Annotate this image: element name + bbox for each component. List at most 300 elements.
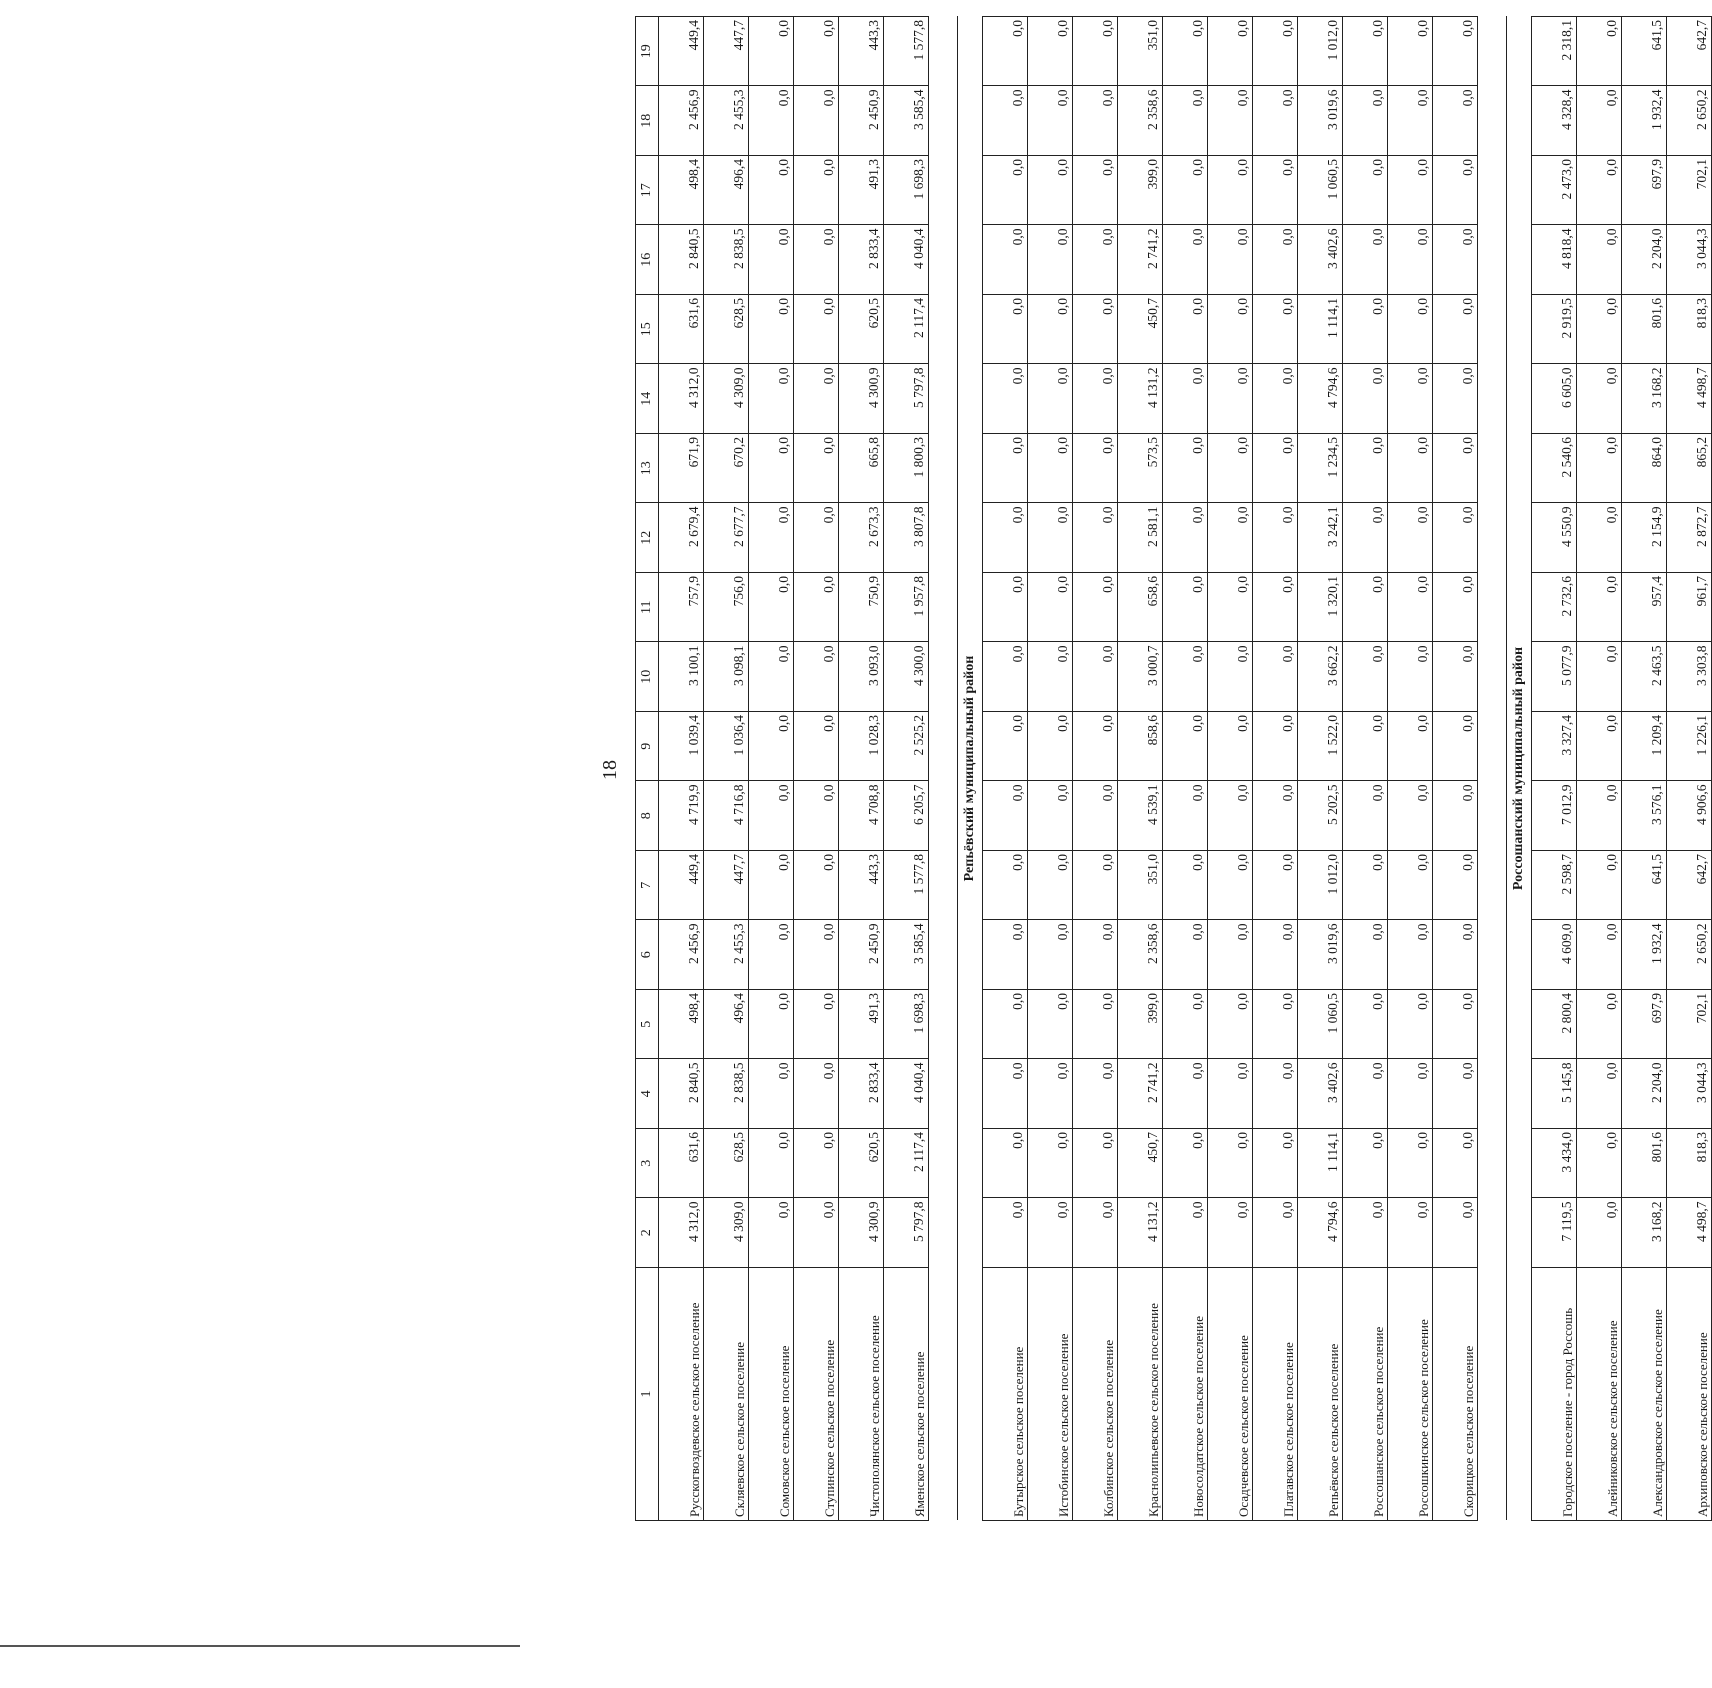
table-cell: 2 154,9	[1622, 503, 1667, 573]
table-cell: 641,5	[1622, 851, 1667, 921]
table-cell: 2 840,5	[659, 225, 704, 295]
table-cell: 0,0	[1433, 364, 1478, 434]
table-cell: 0,0	[1253, 503, 1298, 573]
table-cell: 0,0	[794, 712, 839, 782]
table-cell: 4 312,0	[659, 364, 704, 434]
table-cell: 0,0	[1433, 990, 1478, 1060]
table-cell: 4 708,8	[839, 781, 884, 851]
table-cell: 757,9	[659, 573, 704, 643]
table-cell: 0,0	[1577, 920, 1622, 990]
table-cell: 0,0	[1577, 17, 1622, 87]
column-header: 8	[636, 781, 659, 851]
table-cell: 2 872,7	[1667, 503, 1712, 573]
table-cell: 0,0	[1208, 1059, 1253, 1129]
table-cell: 4 300,9	[839, 1198, 884, 1268]
table-row	[1433, 17, 1478, 1521]
table-row	[1253, 17, 1298, 1521]
table-cell: 620,5	[839, 295, 884, 365]
table-cell: 3 402,6	[1298, 225, 1343, 295]
rotated-page	[599, 5, 1710, 1535]
table-cell: 2 358,6	[1118, 86, 1163, 156]
table-cell: 3 585,4	[884, 86, 929, 156]
table-cell: 4 719,9	[659, 781, 704, 851]
table-cell: 0,0	[1073, 990, 1118, 1060]
column-header: 13	[636, 434, 659, 504]
column-header: 12	[636, 503, 659, 573]
table-cell: 0,0	[1208, 295, 1253, 365]
table-cell: 1 036,4	[704, 712, 749, 782]
table-cell: 0,0	[1208, 225, 1253, 295]
column-header: 9	[636, 712, 659, 782]
table-cell: 0,0	[794, 86, 839, 156]
table-cell: 0,0	[1577, 712, 1622, 782]
table-cell: 0,0	[794, 1198, 839, 1268]
table-cell: 3 093,0	[839, 642, 884, 712]
table-cell: 0,0	[1253, 434, 1298, 504]
table-cell: 0,0	[1163, 434, 1208, 504]
table-cell: 4 794,6	[1298, 1198, 1343, 1268]
table-cell: 0,0	[1073, 503, 1118, 573]
table-cell: 642,7	[1667, 17, 1712, 87]
table-cell: 0,0	[1388, 642, 1433, 712]
table-cell: 0,0	[794, 851, 839, 921]
table-cell: 0,0	[1433, 295, 1478, 365]
section-gap	[929, 17, 958, 1521]
table-cell: 0,0	[1577, 642, 1622, 712]
section-gap	[1478, 17, 1507, 1521]
table-cell: 0,0	[749, 86, 794, 156]
column-header: 10	[636, 642, 659, 712]
settlement-name: Архиповское сельское поселение	[1667, 1268, 1712, 1521]
table-cell: 5 077,9	[1532, 642, 1577, 712]
table-cell: 631,6	[659, 1129, 704, 1199]
table-cell: 0,0	[1028, 712, 1073, 782]
table-cell: 0,0	[749, 990, 794, 1060]
table-cell: 0,0	[1073, 17, 1118, 87]
table-cell: 0,0	[1253, 1129, 1298, 1199]
table-cell: 4 300,9	[839, 364, 884, 434]
table-cell: 0,0	[1433, 503, 1478, 573]
table-cell: 0,0	[1073, 573, 1118, 643]
table-cell: 0,0	[1388, 990, 1433, 1060]
section-title-row	[1507, 17, 1532, 1521]
table-cell: 0,0	[1388, 781, 1433, 851]
table-cell: 1 114,1	[1298, 1129, 1343, 1199]
settlement-name: Русскогвоздевское сельское поселение	[659, 1268, 704, 1521]
section-title-row	[958, 17, 983, 1521]
table-cell: 0,0	[1163, 295, 1208, 365]
table-cell: 2 456,9	[659, 920, 704, 990]
table-row	[1298, 17, 1343, 1521]
bottom-rule	[0, 1645, 520, 1647]
table-cell: 0,0	[794, 573, 839, 643]
table-cell: 0,0	[1577, 156, 1622, 226]
table-cell: 0,0	[983, 17, 1028, 87]
table-row	[884, 17, 929, 1521]
table-cell: 0,0	[1073, 712, 1118, 782]
table-cell: 4 309,0	[704, 364, 749, 434]
table-cell: 0,0	[749, 712, 794, 782]
table-cell: 1 932,4	[1622, 86, 1667, 156]
table-cell: 0,0	[1028, 364, 1073, 434]
table-cell: 2 525,2	[884, 712, 929, 782]
table-row	[1577, 17, 1622, 1521]
table-cell: 0,0	[983, 86, 1028, 156]
table-cell: 0,0	[749, 1198, 794, 1268]
column-header: 1	[636, 1268, 659, 1521]
table-cell: 4 300,0	[884, 642, 929, 712]
table-cell: 1 957,8	[884, 573, 929, 643]
table-cell: 0,0	[1388, 1198, 1433, 1268]
table-cell: 0,0	[1433, 1059, 1478, 1129]
table-cell: 0,0	[794, 156, 839, 226]
table-cell: 4 539,1	[1118, 781, 1163, 851]
table-cell: 4 906,6	[1667, 781, 1712, 851]
table-cell: 0,0	[1253, 851, 1298, 921]
table-cell: 5 145,8	[1532, 1059, 1577, 1129]
table-cell: 0,0	[1253, 86, 1298, 156]
table-cell: 2 838,5	[704, 225, 749, 295]
table-cell: 3 044,3	[1667, 225, 1712, 295]
table-cell: 0,0	[1388, 712, 1433, 782]
table-cell: 0,0	[1208, 364, 1253, 434]
table-cell: 2 598,7	[1532, 851, 1577, 921]
table-cell: 0,0	[1028, 1129, 1073, 1199]
table-cell: 2 838,5	[704, 1059, 749, 1129]
table-row	[839, 17, 884, 1521]
table-cell: 1 577,8	[884, 851, 929, 921]
table-row	[1667, 17, 1712, 1521]
table-row	[1532, 17, 1577, 1521]
table-cell: 2 677,7	[704, 503, 749, 573]
settlement-name: Репьёвское сельское поселение	[1298, 1268, 1343, 1521]
table-cell: 0,0	[749, 1129, 794, 1199]
table-cell: 4 818,4	[1532, 225, 1577, 295]
table-cell: 7 119,5	[1532, 1198, 1577, 1268]
table-cell: 0,0	[794, 781, 839, 851]
table-cell: 0,0	[794, 1129, 839, 1199]
column-header: 3	[636, 1129, 659, 1199]
table-cell: 0,0	[1343, 990, 1388, 1060]
table-cell: 0,0	[1343, 364, 1388, 434]
table-cell: 702,1	[1667, 156, 1712, 226]
table-cell: 0,0	[1433, 851, 1478, 921]
table-cell: 6 605,0	[1532, 364, 1577, 434]
table-cell: 0,0	[1028, 295, 1073, 365]
table-cell: 0,0	[1073, 1059, 1118, 1129]
settlement-name: Колбинское сельское поселение	[1073, 1268, 1118, 1521]
table-cell: 2 455,3	[704, 920, 749, 990]
table-cell: 4 131,2	[1118, 1198, 1163, 1268]
table-cell: 1 012,0	[1298, 851, 1343, 921]
table-cell: 0,0	[794, 503, 839, 573]
column-header: 2	[636, 1198, 659, 1268]
table-cell: 0,0	[1028, 851, 1073, 921]
table-cell: 0,0	[1577, 86, 1622, 156]
table-cell: 0,0	[1577, 503, 1622, 573]
table-cell: 0,0	[1343, 1129, 1388, 1199]
table-cell: 0,0	[1433, 225, 1478, 295]
table-cell: 1 060,5	[1298, 990, 1343, 1060]
table-cell: 447,7	[704, 17, 749, 87]
budget-table	[635, 16, 1712, 1521]
settlement-name: Ступинское сельское поселение	[794, 1268, 839, 1521]
table-cell: 3 807,8	[884, 503, 929, 573]
table-cell: 0,0	[1577, 781, 1622, 851]
table-cell: 0,0	[1253, 225, 1298, 295]
table-row	[1343, 17, 1388, 1521]
table-cell: 4 498,7	[1667, 1198, 1712, 1268]
column-header: 17	[636, 156, 659, 226]
table-cell: 0,0	[1073, 781, 1118, 851]
table-cell: 2 117,4	[884, 1129, 929, 1199]
table-cell: 443,3	[839, 17, 884, 87]
table-cell: 0,0	[1577, 1059, 1622, 1129]
settlement-name: Александровское сельское поселение	[1622, 1268, 1667, 1521]
table-cell: 0,0	[1343, 1198, 1388, 1268]
table-cell: 0,0	[1343, 17, 1388, 87]
table-cell: 0,0	[1163, 990, 1208, 1060]
table-cell: 0,0	[1028, 781, 1073, 851]
table-cell: 2 833,4	[839, 1059, 884, 1129]
column-header: 15	[636, 295, 659, 365]
table-cell: 1 060,5	[1298, 156, 1343, 226]
table-cell: 1 226,1	[1667, 712, 1712, 782]
table-cell: 671,9	[659, 434, 704, 504]
table-cell: 2 581,1	[1118, 503, 1163, 573]
table-cell: 697,9	[1622, 156, 1667, 226]
table-cell: 3 242,1	[1298, 503, 1343, 573]
table-cell: 1 577,8	[884, 17, 929, 87]
table-cell: 0,0	[1343, 712, 1388, 782]
table-row	[1028, 17, 1073, 1521]
table-cell: 0,0	[1028, 1198, 1073, 1268]
table-cell: 0,0	[1388, 503, 1433, 573]
table-cell: 0,0	[983, 920, 1028, 990]
table-cell: 0,0	[1163, 920, 1208, 990]
table-cell: 2 840,5	[659, 1059, 704, 1129]
table-cell: 3 327,4	[1532, 712, 1577, 782]
table-cell: 0,0	[1163, 225, 1208, 295]
table-cell: 0,0	[794, 1059, 839, 1129]
table-cell: 399,0	[1118, 990, 1163, 1060]
column-header: 18	[636, 86, 659, 156]
table-cell: 0,0	[1208, 781, 1253, 851]
table-cell: 2 473,0	[1532, 156, 1577, 226]
table-cell: 0,0	[1253, 781, 1298, 851]
table-cell: 3 168,2	[1622, 364, 1667, 434]
table-cell: 0,0	[1577, 573, 1622, 643]
table-cell: 0,0	[983, 1129, 1028, 1199]
table-cell: 5 797,8	[884, 364, 929, 434]
table-cell: 0,0	[1433, 17, 1478, 87]
section-title: Репьёвский муниципальный район	[958, 17, 983, 1521]
table-cell: 0,0	[983, 225, 1028, 295]
table-cell: 0,0	[1028, 434, 1073, 504]
table-cell: 0,0	[1073, 851, 1118, 921]
table-cell: 1 012,0	[1298, 17, 1343, 87]
table-cell: 1 698,3	[884, 990, 929, 1060]
table-cell: 0,0	[1388, 1059, 1433, 1129]
column-header: 19	[636, 17, 659, 87]
table-cell: 0,0	[749, 156, 794, 226]
table-cell: 0,0	[983, 364, 1028, 434]
table-cell: 2 204,0	[1622, 1059, 1667, 1129]
table-cell: 3 000,7	[1118, 642, 1163, 712]
table-cell: 0,0	[1028, 225, 1073, 295]
table-cell: 0,0	[1388, 573, 1433, 643]
table-cell: 0,0	[1253, 573, 1298, 643]
table-cell: 0,0	[1388, 364, 1433, 434]
table-cell: 2 455,3	[704, 86, 749, 156]
table-cell: 2 833,4	[839, 225, 884, 295]
table-cell: 498,4	[659, 990, 704, 1060]
settlement-name: Чистополянское сельское поселение	[839, 1268, 884, 1521]
table-cell: 0,0	[1343, 642, 1388, 712]
table-cell: 4 040,4	[884, 1059, 929, 1129]
table-cell: 2 650,2	[1667, 920, 1712, 990]
table-cell: 0,0	[1577, 1198, 1622, 1268]
table-cell: 0,0	[794, 434, 839, 504]
table-cell: 0,0	[1073, 86, 1118, 156]
table-cell: 0,0	[1253, 712, 1298, 782]
table-cell: 0,0	[1028, 17, 1073, 87]
table-cell: 4 312,0	[659, 1198, 704, 1268]
settlement-name: Истобинское сельское поселение	[1028, 1268, 1073, 1521]
settlement-name: Платавское сельское поселение	[1253, 1268, 1298, 1521]
table-cell: 620,5	[839, 1129, 884, 1199]
table-cell: 0,0	[1163, 17, 1208, 87]
table-cell: 0,0	[794, 990, 839, 1060]
table-cell: 0,0	[1388, 86, 1433, 156]
table-cell: 0,0	[1028, 86, 1073, 156]
table-cell: 628,5	[704, 1129, 749, 1199]
table-cell: 5 797,8	[884, 1198, 929, 1268]
table-cell: 0,0	[749, 920, 794, 990]
table-cell: 0,0	[1208, 642, 1253, 712]
table-cell: 697,9	[1622, 990, 1667, 1060]
table-cell: 0,0	[1073, 156, 1118, 226]
table-cell: 0,0	[1208, 434, 1253, 504]
table-row	[1163, 17, 1208, 1521]
table-cell: 0,0	[1208, 990, 1253, 1060]
table-cell: 0,0	[794, 364, 839, 434]
table-row	[749, 17, 794, 1521]
table-row	[1073, 17, 1118, 1521]
table-cell: 1 234,5	[1298, 434, 1343, 504]
table-cell: 3 098,1	[704, 642, 749, 712]
table-cell: 0,0	[794, 295, 839, 365]
table-cell: 1 320,1	[1298, 573, 1343, 643]
table-cell: 0,0	[1028, 156, 1073, 226]
table-cell: 0,0	[1253, 156, 1298, 226]
table-cell: 0,0	[1388, 920, 1433, 990]
table-cell: 0,0	[1577, 364, 1622, 434]
table-cell: 447,7	[704, 851, 749, 921]
table-cell: 702,1	[1667, 990, 1712, 1060]
table-cell: 0,0	[1253, 920, 1298, 990]
table-cell: 1 028,3	[839, 712, 884, 782]
table-cell: 0,0	[1073, 364, 1118, 434]
table-cell: 0,0	[1343, 225, 1388, 295]
table-cell: 0,0	[1343, 573, 1388, 643]
table-cell: 3 585,4	[884, 920, 929, 990]
table-body	[636, 17, 1712, 1521]
table-cell: 0,0	[983, 712, 1028, 782]
table-cell: 0,0	[1208, 503, 1253, 573]
table-cell: 0,0	[749, 503, 794, 573]
table-cell: 4 131,2	[1118, 364, 1163, 434]
table-cell: 0,0	[1343, 503, 1388, 573]
table-cell: 0,0	[983, 1059, 1028, 1129]
table-cell: 2 800,4	[1532, 990, 1577, 1060]
table-cell: 1 114,1	[1298, 295, 1343, 365]
settlement-name: Новосолдатское сельское поселение	[1163, 1268, 1208, 1521]
table-cell: 7 012,9	[1532, 781, 1577, 851]
table-cell: 0,0	[1163, 712, 1208, 782]
table-cell: 1 800,3	[884, 434, 929, 504]
table-cell: 0,0	[1343, 781, 1388, 851]
table-cell: 0,0	[1163, 573, 1208, 643]
column-header: 16	[636, 225, 659, 295]
table-cell: 491,3	[839, 990, 884, 1060]
settlement-name: Городское поселение - город Россошь	[1532, 1268, 1577, 1521]
table-cell: 3 402,6	[1298, 1059, 1343, 1129]
table-cell: 0,0	[1028, 503, 1073, 573]
table-cell: 0,0	[1388, 1129, 1433, 1199]
table-cell: 631,6	[659, 295, 704, 365]
table-cell: 0,0	[1208, 1129, 1253, 1199]
table-cell: 0,0	[1433, 781, 1478, 851]
table-cell: 0,0	[983, 434, 1028, 504]
table-cell: 2 463,5	[1622, 642, 1667, 712]
table-cell: 0,0	[1028, 990, 1073, 1060]
table-cell: 864,0	[1622, 434, 1667, 504]
table-cell: 0,0	[1028, 642, 1073, 712]
table-cell: 2 204,0	[1622, 225, 1667, 295]
table-cell: 0,0	[1163, 86, 1208, 156]
table-cell: 0,0	[1433, 86, 1478, 156]
table-cell: 4 040,4	[884, 225, 929, 295]
table-cell: 0,0	[1073, 920, 1118, 990]
settlement-name: Бутырское сельское поселение	[983, 1268, 1028, 1521]
table-cell: 0,0	[983, 295, 1028, 365]
table-cell: 491,3	[839, 156, 884, 226]
table-cell: 750,9	[839, 573, 884, 643]
table-cell: 0,0	[1577, 225, 1622, 295]
table-cell: 0,0	[1343, 920, 1388, 990]
table-cell: 496,4	[704, 156, 749, 226]
table-cell: 0,0	[1028, 920, 1073, 990]
table-cell: 2 450,9	[839, 86, 884, 156]
settlement-name: Яменское сельское поселение	[884, 1268, 929, 1521]
table-cell: 2 650,2	[1667, 86, 1712, 156]
table-row	[1208, 17, 1253, 1521]
table-cell: 443,3	[839, 851, 884, 921]
table-cell: 0,0	[983, 156, 1028, 226]
table-cell: 0,0	[1163, 781, 1208, 851]
table-cell: 0,0	[749, 364, 794, 434]
table-cell: 450,7	[1118, 1129, 1163, 1199]
table-cell: 0,0	[1577, 434, 1622, 504]
table-cell: 0,0	[1343, 156, 1388, 226]
settlement-name: Россошанское сельское поселение	[1343, 1268, 1388, 1521]
table-cell: 0,0	[983, 851, 1028, 921]
table-cell: 0,0	[1388, 851, 1433, 921]
table-row	[1622, 17, 1667, 1521]
table-cell: 0,0	[1433, 1198, 1478, 1268]
table-cell: 0,0	[1388, 434, 1433, 504]
